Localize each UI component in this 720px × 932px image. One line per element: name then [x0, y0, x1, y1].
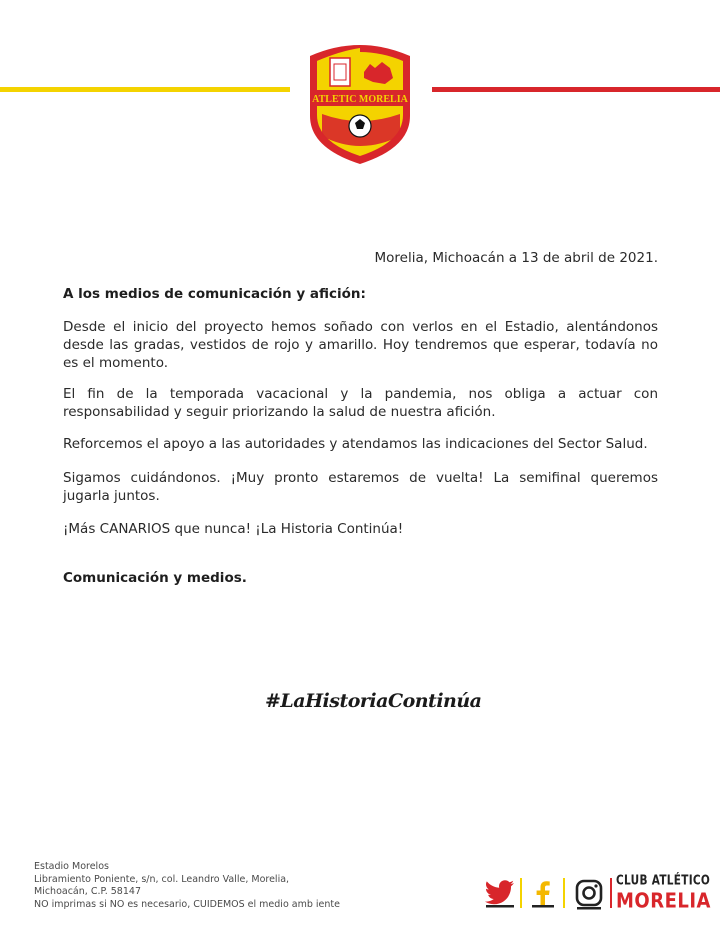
- header-red-line: [432, 87, 720, 92]
- letter-paragraph: Desde el inicio del proyecto hemos soñado con verlos en el Estadio, alentándonos desde las gradas, vestidos de rojo y amarillo. Hoy tendremos que esperar, todavía no es el momento.: [63, 319, 658, 371]
- letter-date: Morelia, Michoacán a 13 de abril de 2021.: [374, 250, 658, 266]
- letter-paragraph: El fin de la temporada vacacional y la pandemia, nos obliga a actuar con responsabilidad y seguir priorizando la salud de nuestra afición.: [63, 386, 658, 420]
- footer-divider: [563, 878, 565, 908]
- footer-divider: [610, 878, 612, 908]
- footer-line: NO imprimas si NO es necesario, CUIDEMOS el medio amb iente: [34, 898, 340, 910]
- club-crest-logo: [300, 36, 420, 166]
- letter-paragraph: ¡Más CANARIOS que nunca! ¡La Historia Continúa!: [63, 521, 404, 537]
- letter-signoff: Comunicación y medios.: [63, 570, 247, 586]
- instagram-icon[interactable]: [573, 878, 605, 910]
- footer-line: Michoacán, C.P. 58147: [34, 886, 141, 897]
- footer-line: Libramiento Poniente, s/n, col. Leandro Valle, Morelia,: [34, 873, 290, 885]
- hashtag-text: #LaHistoriaContinúa: [265, 690, 482, 712]
- footer-divider: [520, 878, 522, 908]
- twitter-icon[interactable]: [484, 878, 516, 908]
- club-name-top: CLUB ATLÉTICO: [616, 873, 711, 888]
- header-yellow-line: [0, 87, 290, 92]
- facebook-icon[interactable]: [528, 878, 558, 908]
- club-name-bottom: MORELIA: [616, 889, 711, 914]
- footer-address: [34, 861, 340, 911]
- crest-name-text: ATLETIC MORELIA: [312, 94, 408, 105]
- letter-paragraph: Sigamos cuidándonos. ¡Muy pronto estaremos de vuelta! La semifinal queremos jugarla juntos.: [63, 470, 658, 504]
- letter-paragraph: Reforcemos el apoyo a las autoridades y atendamos las indicaciones del Sector Salud.: [63, 436, 648, 452]
- footer-line: Estadio Morelos: [34, 861, 109, 872]
- letter-salutation: A los medios de comunicación y afición:: [63, 286, 366, 302]
- club-wordmark: [616, 873, 711, 914]
